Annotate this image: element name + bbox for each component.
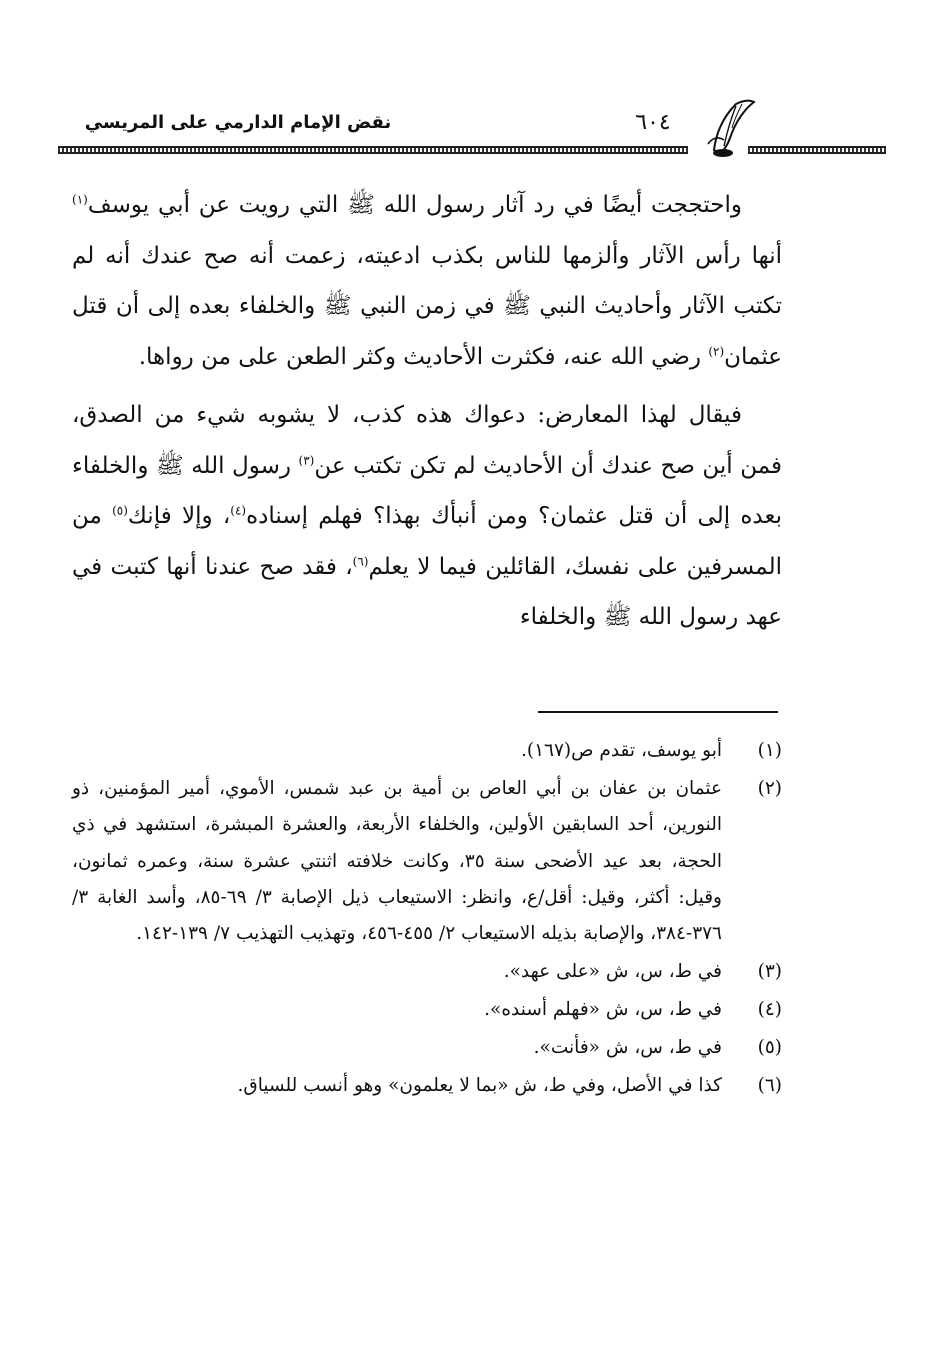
main-text [72,180,782,643]
footnote-3: (٣) في ط، س، ش «على عهد». [503,961,782,983]
header-rule [58,146,688,154]
header-rule-right [748,146,886,154]
footnote-6: (٦) كذا في الأصل، وفي ط، ش «بما لا يعلمون» وهو أنسب للسياق. [237,1075,782,1097]
footnote-ref-6: (٦) [352,553,369,568]
footnote-ref-2: (٢) [708,343,725,358]
page-number: ٦٠٤ [635,110,671,135]
footnotes [72,733,782,1104]
footnote-5: (٥) في ط، س، ش «فأنت». [533,1037,782,1059]
footnote-ref-4: (٤) [230,503,247,518]
footnote-ref-3: (٣) [298,452,315,467]
footnote-ref-1: (١) [72,192,88,207]
paragraph-1: واحتججت أيضًا في رد آثار رسول الله ﷺ التي رويت عن أبي يوسف$^{(١)}$ أنها رأس الآثار وألزمها للناس بكذب ادعيته، زعمت أنه صح عندك أنه لم تكتب الآثار وأحاديث النبي ﷺ في زمن النبي ﷺ والخلفاء بعده إلى أن قتل عثمان$^{(٢)}$ رضي الله عنه، فكثرت الأحاديث وكثر الطعن على من رواها. [72,192,782,370]
running-title: نقض الإمام الدارمي على المريسي [84,112,392,133]
footnote-ref-5: (٥) [112,503,128,518]
footnote-4: (٤) في ط، س، ش «فهلم أسنده». [484,999,782,1021]
page-header [58,98,886,158]
paragraph-2: فيقال لهذا المعارض: دعواك هذه كذب، لا يشوبه شيء من الصدق، فمن أين صح عندك أن الأحاديث لم تكن تكتب عن$^{(٣)}$ رسول الله ﷺ والخلفاء بعده إلى أن قتل عثمان؟ ومن أنبأك بهذا؟ فهلم إسناده$^{(٤)}$، وإلا فإنك$^{(٥)}$ من المسرفين على نفسك، القائلين فيما لا يعلم$^{(٦)}$، فقد صح عندنا أنها كتبت في عهد رسول الله ﷺ والخلفاء [72,402,783,630]
footnote-2: (٢) عثمان بن عفان بن أبي العاص بن أمية بن عبد شمس، الأموي، أمير المؤمنين، ذو النورين، أحد السابقين الأولين، والخلفاء الأربعة، والعشرة المبشرة، استشهد في ذي الحجة، بعد عيد الأضحى سنة ٣٥، وكانت خلافته اثنتي عشرة سنة، وعمره ثمانون، وقيل: أكثر، وقيل: أقل/ع، وانظر: الاستيعاب ذيل الإصابة ٣/ ٦٩-٨٥، وأسد الغابة ٣/ ٣٧٦-٣٨٤، والإصابة بذيله الاستيعاب ٢/ ٤٥٥-٤٥٦، وتهذيب التهذيب ٧/ ١٣٩-١٤٢. [72,778,782,945]
footnote-1: (١) أبو يوسف، تقدم ص(١٦٧). [521,740,782,761]
footnote-separator [538,711,778,713]
